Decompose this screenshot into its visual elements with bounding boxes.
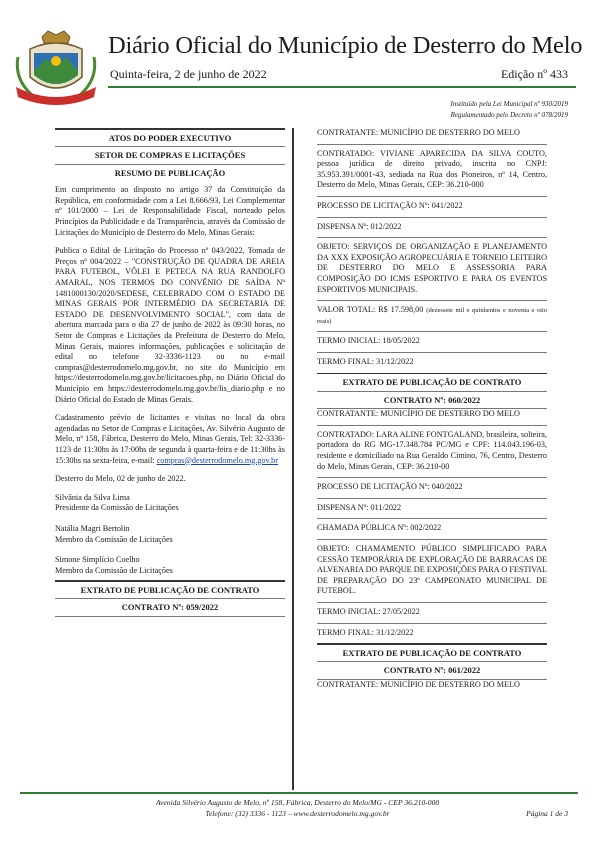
- field-rule: [317, 217, 547, 218]
- signature-block: [55, 493, 285, 514]
- valor-total-extenso: (dezessete mil e quinhentos e noventa e oito reais): [317, 307, 547, 325]
- field-rule: [317, 518, 547, 519]
- field-rule: [317, 331, 547, 332]
- objeto: OBJETO: CHAMAMENTO PÚBLICO SIMPLIFICADO PARA CESSÃO TEMPORÁRIA DE EXPLORAÇÃO DE BARRACAS DE ALVENARIA DO PARQUE DE EXPOSIÇÕES PARA O FESTIVAL DE PREPARAÇÃO DO 23º CAMPEONATO MUNICIPAL DE FUTEBOL.: [317, 543, 547, 596]
- extract-title: EXTRATO DE PUBLICAÇÃO DE CONTRATO: [80, 584, 260, 595]
- signature-block: [55, 524, 285, 545]
- institution-law: Instituído pela Lei Municipal nº 930/2019: [450, 100, 568, 108]
- termo-inicial: TERMO INICIAL: 27/05/2022: [317, 606, 420, 616]
- header-divider: [108, 86, 576, 88]
- right-column: [317, 128, 547, 695]
- left-column: [55, 128, 285, 617]
- section-rule: [55, 616, 285, 617]
- newspaper-title: Diário Oficial do Município de Desterro do Melo: [108, 32, 583, 59]
- institution-decree: Regulamentado pelo Decreto nº 078/2019: [450, 111, 568, 119]
- signature-name: Natália Magri Bertolin: [55, 523, 130, 533]
- registration-paragraph: [55, 413, 285, 466]
- dispensa: DISPENSA Nº: 011/2022: [317, 502, 402, 512]
- extract-title: EXTRATO DE PUBLICAÇÃO DE CONTRATO: [342, 377, 522, 387]
- signature-role: Membro da Comissão de Licitações: [55, 534, 173, 544]
- field-rule: [317, 477, 547, 478]
- registration-text: Cadastramento prévio de licitantes e visitas no local da obra agendadas no Setor de Compras e Licitações, Av. Silvério Augusto de Melo, nº 158, Fábrica, Desterro do Melo, Minas Gerais, Tel: 32-3336-1123 de 11:30hs às 17:00hs de segunda à quarta-feira e de 11:30hs às 15:30hs na sexta-feira, e-mail:: [55, 413, 285, 465]
- section-summary: RESUMO DE PUBLICAÇÃO: [114, 167, 226, 178]
- contract-number: CONTRATO Nº: 061/2022: [383, 665, 481, 676]
- footer-address: Avenida Silvério Augusto de Melo, nº 158, Fábrica, Desterro do Melo/MG - CEP 36.210-000: [155, 798, 440, 807]
- valor-total-amount: VALOR TOTAL: R$ 17.598,00: [317, 305, 424, 315]
- contratante: CONTRATANTE: MUNICÍPIO DE DESTERRO DO MELO: [317, 128, 520, 137]
- processo-licitacao: PROCESSO DE LICITAÇÃO Nº: 041/2022: [317, 200, 463, 210]
- termo-final: TERMO FINAL: 31/12/2022: [317, 627, 414, 637]
- field-rule: [317, 539, 547, 540]
- field-rule: [317, 196, 547, 197]
- footer-contact: Telefone: (32) 3336 - 1123 – www.desterrodomelo.mg.gov.br: [205, 809, 390, 818]
- email-link[interactable]: compras@desterrodomelo.mg.gov.br: [156, 455, 279, 465]
- page-number: Página 1 de 3: [526, 809, 568, 818]
- page-footer: [0, 797, 595, 819]
- field-rule: [317, 300, 547, 301]
- intro-paragraph: Em cumprimento ao disposto no artigo 37 da Constituição da República, em conformidade com a Lei 8.666/93, Lei Complementar nº 101/2000 – Lei de Responsabilidade Fiscal, norteado pelos Princípios da Publicidade e da Transparência, através da Comissão de Licitações do Município de Desterro do Melo, Minas Gerais:: [55, 185, 285, 237]
- footer-divider: [20, 792, 578, 794]
- signature-block: [55, 555, 285, 576]
- objeto: OBJETO: SERVIÇOS DE ORGANIZAÇÃO E PLANEJAMENTO DA XXX EXPOSIÇÃO AGROPECUÁRIA E TORNEIO LEITEIRO DE DESTERRO DO MELO E ASSESSORIA PARA COMPOSIÇÃO DO ICMS ESPORTIVO E PARA OS EVENTOS ESPORTIVOS MUNICIPAIS.: [317, 242, 547, 294]
- column-divider: [292, 128, 294, 790]
- edition-number: Edição nº 433: [500, 67, 568, 81]
- field-rule: [317, 237, 547, 238]
- termo-inicial: TERMO INICIAL: 18/05/2022: [317, 336, 420, 346]
- field-rule: [317, 352, 547, 353]
- termo-final: TERMO FINAL: 31/12/2022: [317, 356, 414, 366]
- signature-role: Presidente da Comissão de Licitações: [55, 503, 179, 513]
- contratante: CONTRATANTE: MUNICÍPIO DE DESTERRO DO MELO: [317, 409, 520, 419]
- signature-role: Membro da Comissão de Licitações: [55, 565, 173, 575]
- signature-name: Silvânia da Silva Lima: [55, 492, 130, 502]
- section-purchasing: SETOR DE COMPRAS E LICITAÇÕES: [94, 150, 246, 161]
- extract-title: EXTRATO DE PUBLICAÇÃO DE CONTRATO: [342, 647, 522, 658]
- section-executive: ATOS DO PODER EXECUTIVO: [108, 132, 232, 143]
- municipal-crest-icon: [12, 27, 100, 109]
- contratado: CONTRATADO: LARA ALINE FONTGALAND, brasileira, solteira, portadora do RG MG-17.348.784 PC/MG e CPF: 114.043.196-03, residente e domiciliado na Rua Geraldo Cimino, 76, Centro, Desterro do Melo, Minas Gerais, CEP: 36.210-00: [317, 429, 547, 471]
- issue-date: Quinta-feira, 2 de junho de 2022: [110, 67, 267, 81]
- contract-number: CONTRATO Nº: 060/2022: [383, 394, 481, 405]
- field-rule: [317, 498, 547, 499]
- chamada-publica: CHAMADA PÚBLICA Nº: 002/2022: [317, 523, 442, 533]
- signature-name: Simone Simplício Coelho: [55, 555, 140, 565]
- institution-note: [451, 99, 568, 121]
- field-rule: [317, 425, 547, 426]
- field-rule: [317, 144, 547, 145]
- page-header: [0, 0, 595, 120]
- valor-total: [317, 305, 547, 326]
- dispensa: DISPENSA Nº: 012/2022: [317, 221, 402, 231]
- contratado: CONTRATADO: VIVIANE APARECIDA DA SILVA COUTO, pessoa jurídica de direito privado, inscrita no CNPJ: 35.953.391/0001-43, sediada na Rua dos Pioneiros, nº 14, Centro, Desterro do Melo, Minas Gerais, CEP: 36.210-000: [317, 148, 547, 190]
- edital-paragraph: Publica o Edital de Licitação do Processo nº 043/2022, Tomada de Preços nº 004/2022 – "CONSTRUÇÃO DE QUADRA DE AREIA PARA FUTEBOL, VÔLEI E PETECA NA RUA RANDOLFO AMARAL, NOS TERMOS DO CONVÊNIO DE SAÍDA Nº 1481000130/2020/SEDESE, CELEBRADO COM O ESTADO DE MINAS GERAIS POR INTERMÉDIO DA SECRETARIA DE ESTADO DE DESENVOLVIMENTO SOCIAL", com data de abertura marcada para o dia 27 de junho de 2022 às 09:30 horas, no Setor de Compras e Licitações da Prefeitura de Desterro do Melo, Minas Gerais, maiores informações, publicações e solicitação de edital no telefone 32-3336-1123 ou no e-mail compras@desterrodomelo.mg.gov.br, no site do Município em https://desterrodomelo.mg.gov.br/licitacoes.php, no Diário Oficial do Município em https://desterrodomelo.mg.gov.br/lis_diario.php e no Diário Oficial do Estado de Minas Gerais.: [55, 246, 285, 404]
- contract-number: CONTRATO Nº: 059/2022: [121, 602, 219, 613]
- place-date: Desterro do Melo, 02 de junho de 2022.: [55, 474, 186, 484]
- field-rule: [317, 602, 547, 603]
- processo-licitacao: PROCESSO DE LICITAÇÃO Nº: 040/2022: [317, 482, 463, 492]
- contratante: CONTRATANTE: MUNICÍPIO DE DESTERRO DO MELO: [317, 679, 520, 689]
- field-rule: [317, 623, 547, 624]
